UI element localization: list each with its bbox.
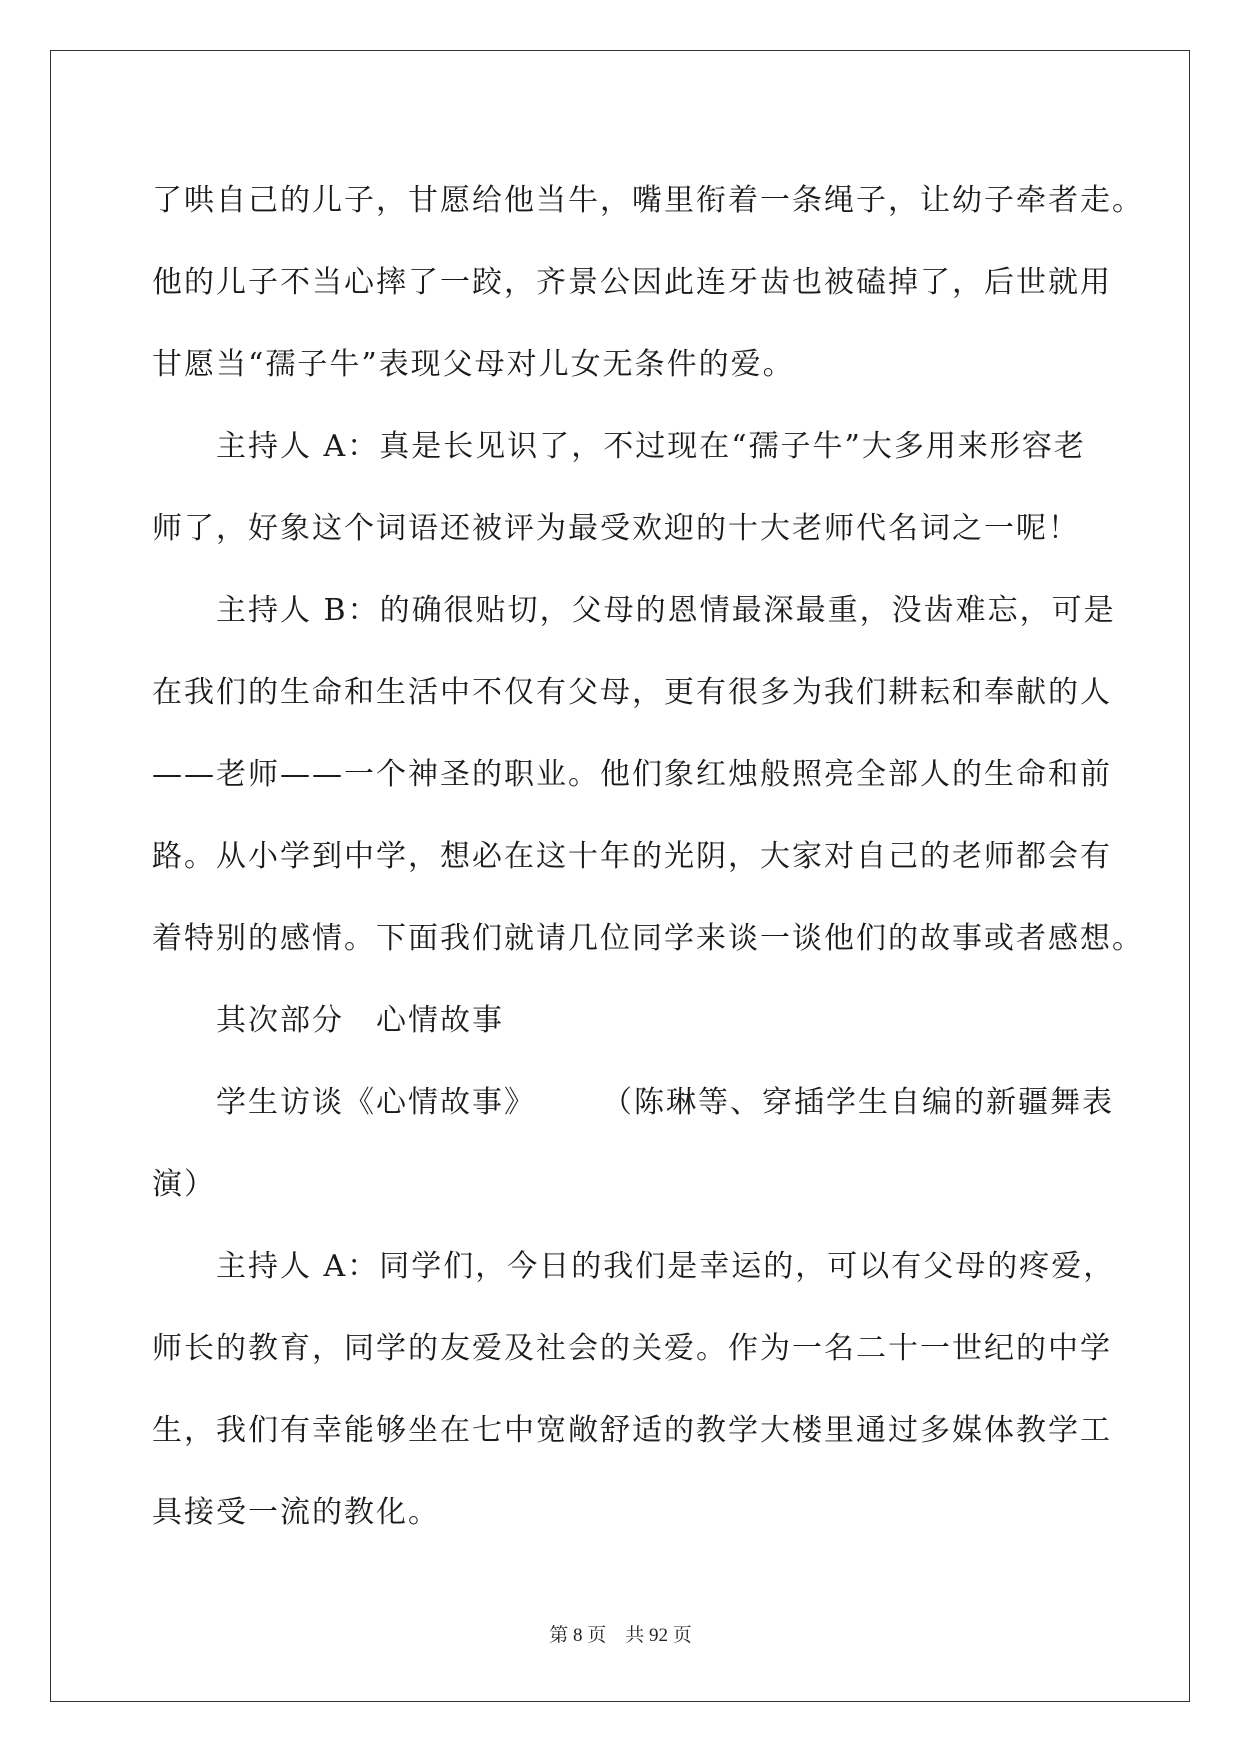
text-line: 着特别的感情。下面我们就请几位同学来谈一谈他们的故事或者感想。 xyxy=(152,921,1144,956)
document-body xyxy=(152,160,1144,1554)
text-line: 演） xyxy=(152,1167,216,1202)
text-line: 他的儿子不当心摔了一跤，齐景公因此连牙齿也被磕掉了，后世就用 xyxy=(152,265,1112,300)
page-number: 第 8 页 xyxy=(549,1625,607,1646)
text-line: 师长的教育，同学的友爱及社会的关爱。作为一名二十一世纪的中学 xyxy=(152,1331,1112,1366)
text-line: 在我们的生命和生活中不仅有父母，更有很多为我们耕耘和奉献的人 xyxy=(152,675,1112,710)
text-line: 路。从小学到中学，想必在这十年的光阴，大家对自己的老师都会有 xyxy=(152,839,1112,874)
text-line: 师了，好象这个词语还被评为最受欢迎的十大老师代名词之一呢！ xyxy=(152,511,1080,546)
page-footer xyxy=(0,1620,1241,1647)
text-line: 主持人 A：真是长见识了，不过现在“孺子牛”大多用来形容老 xyxy=(216,429,1086,464)
text-line: 生，我们有幸能够坐在七中宽敞舒适的教学大楼里通过多媒体教学工 xyxy=(152,1413,1112,1448)
text-line: ——老师——一个神圣的职业。他们象红烛般照亮全部人的生命和前 xyxy=(152,757,1112,792)
text-line: 学生访谈《心情故事》 （陈琳等、穿插学生自编的新疆舞表 xyxy=(216,1085,1114,1120)
text-line: 了哄自己的儿子，甘愿给他当牛，嘴里衔着一条绳子，让幼子牵者走。 xyxy=(152,183,1144,218)
text-line: 主持人 A：同学们，今日的我们是幸运的，可以有父母的疼爱， xyxy=(216,1249,1116,1284)
text-line: 甘愿当“孺子牛”表现父母对儿女无条件的爱。 xyxy=(152,347,795,382)
page-total: 共 92 页 xyxy=(625,1625,692,1646)
text-line: 其次部分 心情故事 xyxy=(216,1003,504,1038)
text-line: 主持人 B：的确很贴切，父母的恩情最深最重，没齿难忘，可是 xyxy=(216,593,1116,628)
text-line: 具接受一流的教化。 xyxy=(152,1495,440,1530)
